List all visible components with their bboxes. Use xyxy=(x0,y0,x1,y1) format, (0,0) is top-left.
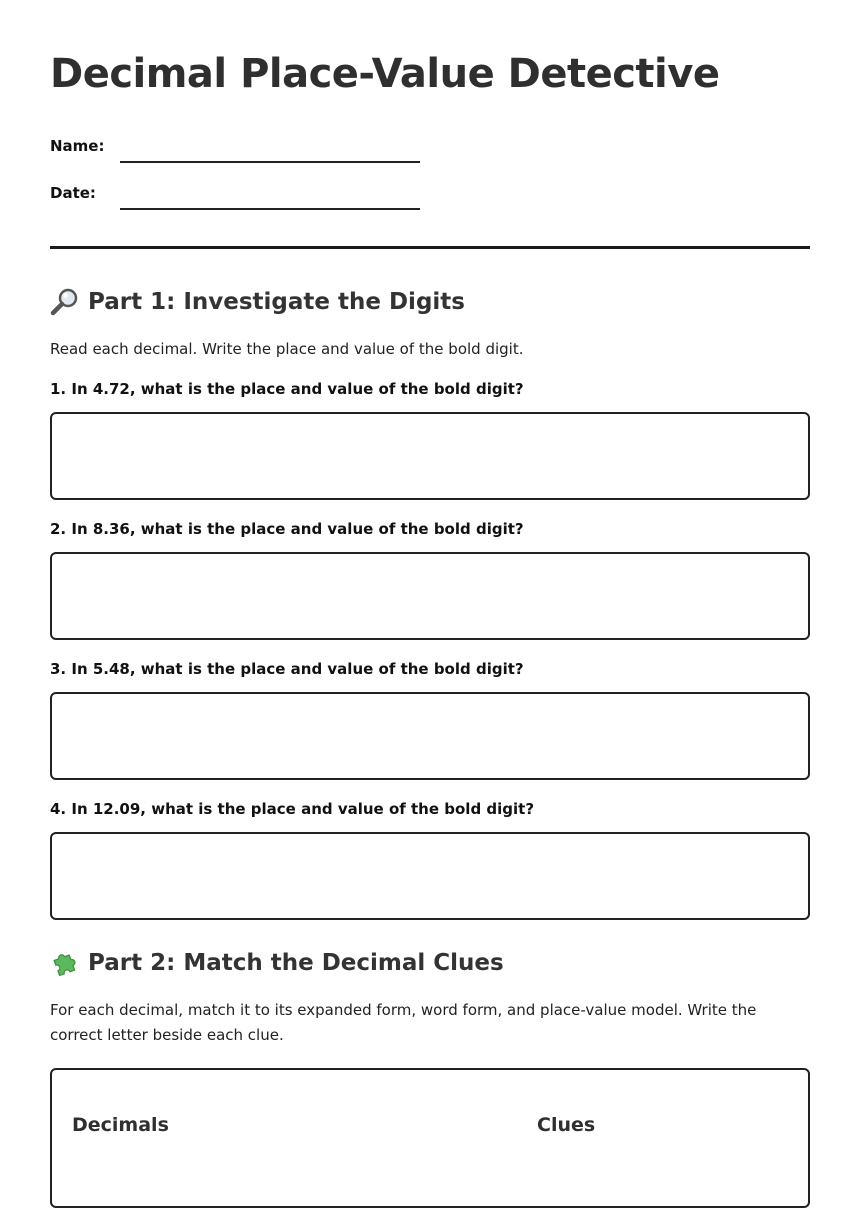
question-1-answer-box[interactable] xyxy=(50,412,810,500)
clues-column-header: Clues xyxy=(537,1114,596,1136)
date-field-row xyxy=(50,163,810,210)
question-4 xyxy=(50,800,810,920)
part2-intro: For each decimal, match it to its expanded form, word form, and place-value model. Write the correct letter beside each clue. xyxy=(50,1001,757,1044)
name-field-row xyxy=(50,116,810,163)
date-label: Date: xyxy=(50,184,96,202)
part1-heading xyxy=(50,285,810,319)
question-1 xyxy=(50,380,810,500)
question-4-answer-box[interactable] xyxy=(50,832,810,920)
name-label: Name: xyxy=(50,137,105,155)
puzzle-piece-icon xyxy=(50,948,80,978)
question-4-label: 4. In 12.09, what is the place and value of the bold digit? xyxy=(50,800,535,818)
question-2-answer-box[interactable] xyxy=(50,552,810,640)
matching-table xyxy=(50,1068,810,1208)
question-3-answer-box[interactable] xyxy=(50,692,810,780)
part2-title: Part 2: Match the Decimal Clues xyxy=(88,950,504,976)
question-2-label: 2. In 8.36, what is the place and value of the bold digit? xyxy=(50,520,524,538)
question-3-label: 3. In 5.48, what is the place and value of the bold digit? xyxy=(50,660,524,678)
date-field[interactable] xyxy=(120,208,420,210)
page-title: Decimal Place-Value Detective xyxy=(50,51,720,97)
decimals-column-header: Decimals xyxy=(72,1114,169,1136)
part1-title: Part 1: Investigate the Digits xyxy=(88,289,465,315)
name-field[interactable] xyxy=(120,161,420,163)
part1-intro: Read each decimal. Write the place and value of the bold digit. xyxy=(50,340,524,358)
question-3 xyxy=(50,660,810,780)
part2-heading xyxy=(50,946,810,980)
header-divider xyxy=(50,246,810,249)
question-2 xyxy=(50,520,810,640)
question-1-label: 1. In 4.72, what is the place and value of the bold digit? xyxy=(50,380,524,398)
magnifying-glass-icon xyxy=(50,287,80,317)
